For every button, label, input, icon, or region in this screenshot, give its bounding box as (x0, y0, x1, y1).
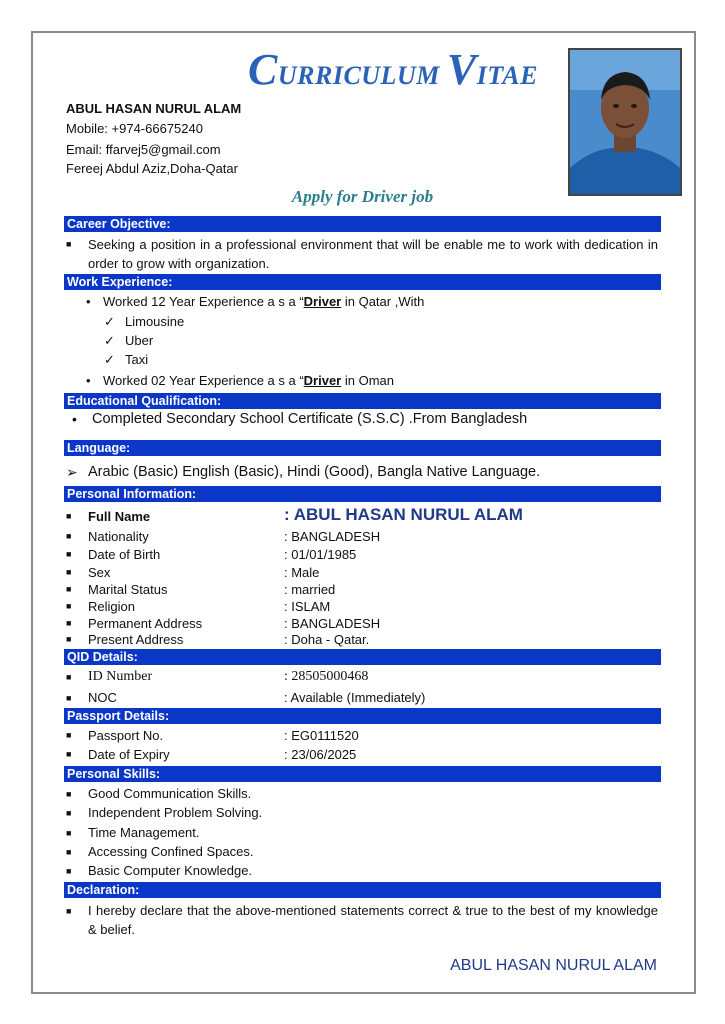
label-sex: Sex (88, 565, 111, 580)
work-sub-limousine: Limousine (125, 314, 185, 329)
value-id-number: : 28505000468 (284, 669, 369, 684)
bullet-square: ■ (66, 634, 72, 644)
work-item-oman: Worked 02 Year Experience a s a “Driver in Oman (103, 373, 394, 388)
label-passport-no: Passport No. (88, 728, 164, 743)
section-qid-details: QID Details: (64, 649, 661, 665)
bullet-square: ■ (66, 567, 72, 577)
bullet-square: ■ (66, 730, 72, 740)
mobile-number: Mobile: +974-66675240 (66, 121, 203, 136)
section-career-objective: Career Objective: (64, 216, 661, 232)
value-date-of-expiry: : 23/06/2025 (284, 747, 357, 762)
section-passport-details: Passport Details: (64, 708, 661, 724)
bullet-square: ■ (66, 808, 72, 818)
job-application-heading: Apply for Driver job (291, 187, 434, 206)
value-noc: : Available (Immediately) (284, 690, 426, 705)
bullet-square: ■ (66, 749, 72, 759)
bullet-dot: • (86, 294, 91, 309)
value-passport-no: : EG0111520 (284, 728, 359, 743)
section-language: Language: (64, 440, 661, 456)
profile-photo (568, 48, 682, 196)
label-nationality: Nationality (88, 529, 149, 544)
bullet-square: ■ (66, 618, 72, 628)
home-address: Fereej Abdul Aziz,Doha-Qatar (66, 161, 238, 176)
signature-name: ABUL HASAN NURUL ALAM (450, 957, 657, 974)
bullet-square: ■ (66, 531, 72, 541)
label-date-of-birth: Date of Birth (88, 547, 161, 562)
bullet-square: ■ (66, 693, 72, 703)
bullet-dot: • (72, 411, 77, 427)
bullet-square: ■ (66, 549, 72, 559)
value-religion: : ISLAM (284, 599, 331, 614)
work-item-qatar: Worked 12 Year Experience a s a “Driver in Qatar ,With (103, 294, 425, 309)
value-marital-status: : married (284, 582, 336, 597)
bullet-dot: • (86, 373, 91, 388)
bullet-square: ■ (66, 601, 72, 611)
section-declaration: Declaration: (64, 882, 661, 898)
email-address: Email: ffarvej5@gmail.com (66, 142, 221, 157)
work-sub-uber: Uber (125, 333, 154, 348)
career-objective-text: Seeking a position in a professional environment that will be enable me to work with dedication in order to grow with organization. (88, 237, 658, 271)
value-permanent-address: : BANGLADESH (284, 616, 381, 631)
value-full-name: : ABUL HASAN NURUL ALAM (284, 505, 523, 524)
check-icon: ✓ (104, 352, 115, 367)
skill-item: Time Management. (88, 825, 200, 840)
label-full-name: Full Name (88, 509, 151, 524)
section-personal-skills: Personal Skills: (64, 766, 661, 782)
bullet-square: ■ (66, 789, 72, 799)
skill-item: Basic Computer Knowledge. (88, 863, 253, 878)
label-present-address: Present Address (88, 632, 184, 647)
section-personal-information: Personal Information: (64, 486, 661, 502)
skill-item: Accessing Confined Spaces. (88, 844, 254, 859)
bullet-square: ■ (66, 584, 72, 594)
education-text: Completed Secondary School Certificate (S.S.C) .From Bangladesh (92, 411, 528, 427)
label-religion: Religion (88, 599, 135, 614)
label-date-of-expiry: Date of Expiry (88, 747, 170, 762)
bullet-square: ■ (66, 672, 72, 682)
work-sub-taxi: Taxi (125, 352, 149, 367)
value-nationality: : BANGLADESH (284, 529, 381, 544)
language-text: Arabic (Basic) English (Basic), Hindi (Good), Bangla Native Language. (88, 464, 541, 480)
label-id-number: ID Number (88, 669, 153, 684)
applicant-name: ABUL HASAN NURUL ALAM (66, 101, 242, 116)
value-date-of-birth: : 01/01/1985 (284, 547, 357, 562)
bullet-square: ■ (66, 511, 72, 521)
section-education: Educational Qualification: (64, 393, 661, 409)
value-present-address: : Doha - Qatar. (284, 632, 370, 647)
arrow-bullet-icon: ➢ (66, 464, 78, 480)
label-permanent-address: Permanent Address (88, 616, 203, 631)
value-sex: : Male (284, 565, 320, 580)
check-icon: ✓ (104, 314, 115, 329)
section-work-experience: Work Experience: (64, 274, 661, 290)
bullet-square: ■ (66, 847, 72, 857)
label-noc: NOC (88, 690, 117, 705)
label-marital-status: Marital Status (88, 582, 168, 597)
declaration-text: I hereby declare that the above-mentioned statements correct & true to the best of my knowledge & belief. (88, 903, 658, 937)
check-icon: ✓ (104, 333, 115, 348)
bullet-square: ■ (66, 828, 72, 838)
bullet-square: ■ (66, 866, 72, 876)
skill-item: Good Communication Skills. (88, 786, 252, 801)
bullet-square: ■ (66, 906, 72, 916)
skill-item: Independent Problem Solving. (88, 805, 263, 820)
document-title: CURRICULUM VITAE (248, 45, 538, 94)
bullet-square: ■ (66, 239, 72, 249)
